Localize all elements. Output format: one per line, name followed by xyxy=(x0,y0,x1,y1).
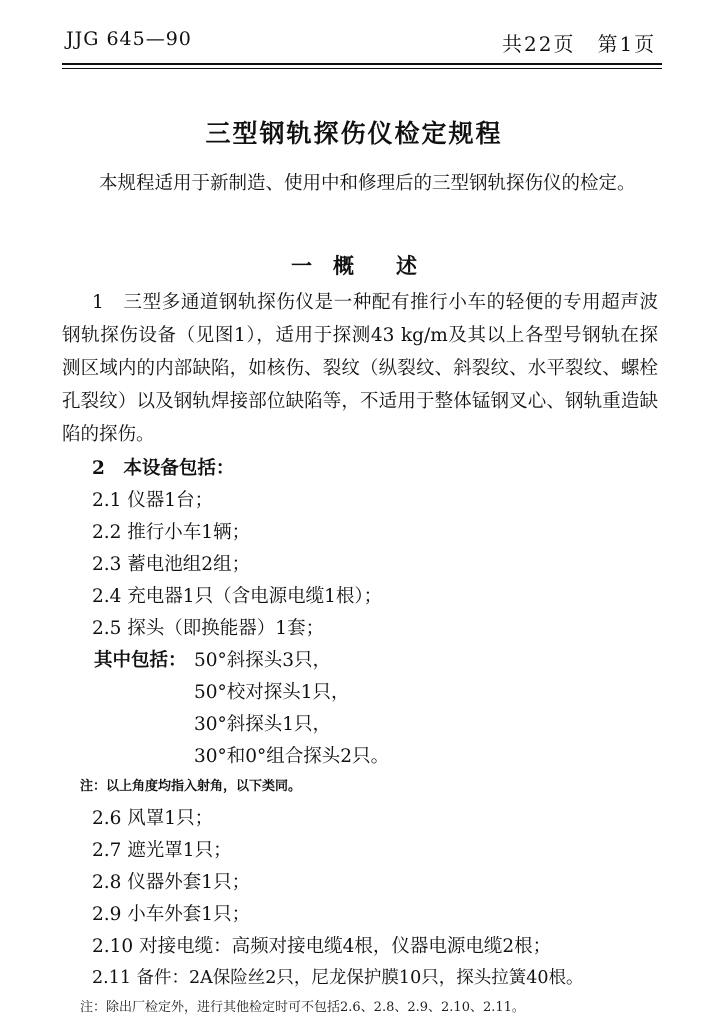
header-rule-thin xyxy=(62,68,662,69)
list-item: 2.11 备件：2A保险丝2只，尼龙保护膜10只，探头拉簧40根。 xyxy=(92,968,584,988)
list-item: 2.2 推行小车1辆； xyxy=(92,522,251,543)
section-heading: 一 概 述 xyxy=(291,253,417,278)
items-heading: 2 本设备包括： xyxy=(92,458,235,479)
list-item: 2.6 风罩1只； xyxy=(92,808,214,829)
probe-item: 30°斜探头1只， xyxy=(194,714,332,735)
list-item: 2.5 探头（即换能器）1套； xyxy=(92,618,325,639)
list-item: 2.3 蓄电池组2组； xyxy=(92,554,251,575)
list-item: 2.1 仪器1台； xyxy=(92,490,214,511)
note-angles: 注：以上角度均指入射角，以下类同。 xyxy=(80,779,302,794)
list-item: 2.7 遮光罩1只； xyxy=(92,840,232,861)
standard-code: JJG 645—90 xyxy=(66,28,192,50)
list-item: 2.10 对接电缆：高频对接电缆4根，仪器电源电缆2根； xyxy=(92,936,552,957)
list-item: 2.8 仪器外套1只； xyxy=(92,872,251,893)
probe-item: 50°斜探头3只， xyxy=(194,650,332,671)
list-item: 2.4 充电器1只（含电源电缆1根）； xyxy=(92,586,383,607)
probe-item: 30°和0°组合探头2只。 xyxy=(194,746,390,767)
list-item: 2.9 小车外套1只； xyxy=(92,904,251,925)
note-exclusions: 注：除出厂检定外，进行其他检定时可不包括2.6、2.8、2.9、2.10、2.11。 xyxy=(80,1000,525,1015)
page-count: 共22页 第1页 xyxy=(502,32,657,56)
header-rule xyxy=(62,63,662,65)
probe-item: 50°校对探头1只， xyxy=(194,682,350,703)
probes-label: 其中包括： xyxy=(94,650,187,671)
paragraph-1: 1 三型多通道钢轨探伤仪是一种配有推行小车的轻便的专用超声波钢轨探伤设备（见图1），适用于探测43 kg/m及其以上各型号钢轨在探测区域内的内部缺陷，如核伤、裂纹（纵裂纹、斜裂纹、水平裂纹、螺栓孔裂纹）以及钢轨焊接部位缺陷等，不适用于整体锰钢叉心、钢轨重造缺陷的探伤。 xyxy=(62,292,658,445)
document-title: 三型钢轨探伤仪检定规程 xyxy=(205,119,503,148)
intro-paragraph: 本规程适用于新制造、使用中和修理后的三型钢轨探伤仪的检定。 xyxy=(99,173,636,194)
